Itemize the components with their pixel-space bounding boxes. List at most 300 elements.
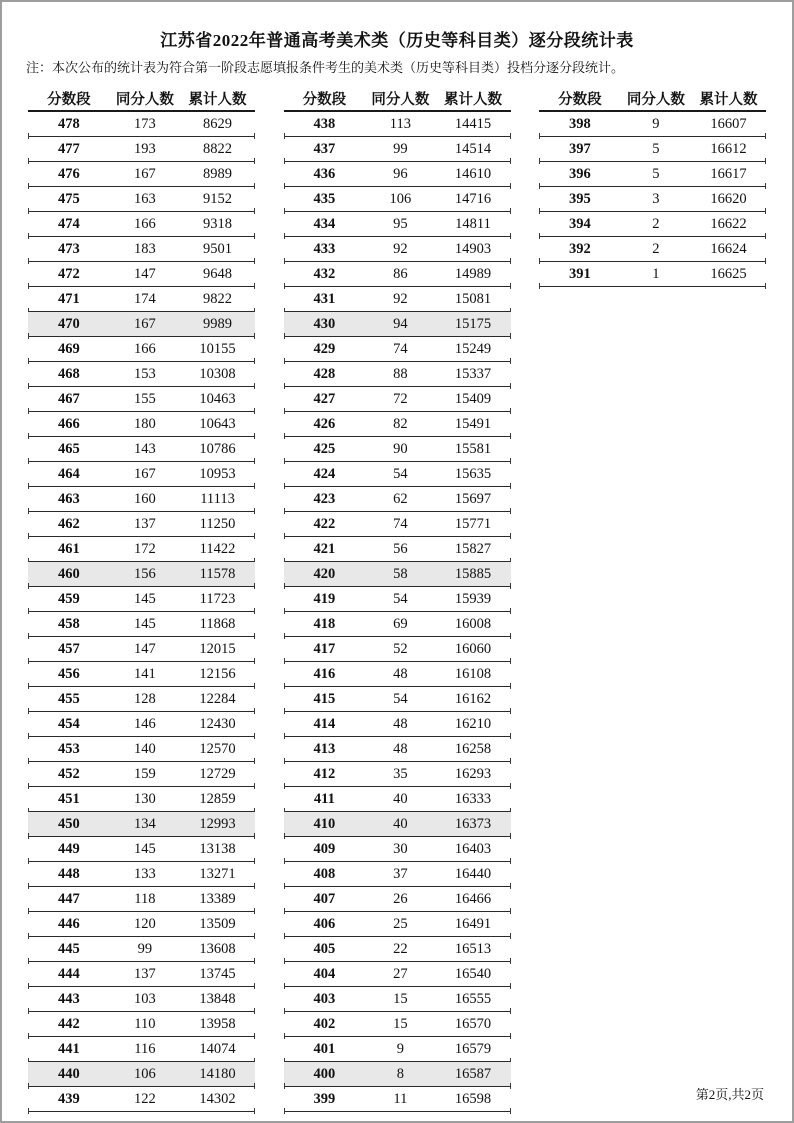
table-row bbox=[284, 437, 511, 462]
table-row bbox=[28, 1062, 255, 1087]
score-cell: 452 bbox=[57, 765, 80, 782]
score-cell: 413 bbox=[313, 740, 336, 757]
score-cell: 415 bbox=[313, 690, 336, 707]
table-row bbox=[284, 987, 511, 1012]
table-row bbox=[284, 487, 511, 512]
cumulative-cell: 11113 bbox=[200, 490, 235, 507]
score-table-2 bbox=[284, 86, 511, 1112]
count-cell: 120 bbox=[134, 915, 156, 932]
cumulative-cell: 16587 bbox=[454, 1065, 492, 1082]
count-cell: 163 bbox=[134, 190, 156, 207]
count-cell: 118 bbox=[134, 890, 156, 907]
cumulative-cell: 15635 bbox=[454, 465, 492, 482]
note-text: 注：本次公布的统计表为符合第一阶段志愿填报条件考生的美术类（历史等科目类）投档分逐分段统计。 bbox=[26, 60, 625, 75]
table-row bbox=[28, 487, 255, 512]
score-table-3 bbox=[539, 86, 766, 1112]
score-cell: 405 bbox=[313, 940, 336, 957]
table-row bbox=[28, 862, 255, 887]
count-cell: 166 bbox=[134, 340, 156, 357]
count-cell: 116 bbox=[134, 1040, 156, 1057]
cumulative-cell: 14514 bbox=[454, 140, 492, 157]
score-cell: 409 bbox=[313, 840, 336, 857]
score-cell: 466 bbox=[57, 415, 80, 432]
count-cell: 2 bbox=[652, 240, 660, 257]
cumulative-cell: 14074 bbox=[199, 1040, 236, 1057]
score-cell: 412 bbox=[313, 765, 336, 782]
count-cell: 90 bbox=[393, 440, 408, 457]
cumulative-cell: 16258 bbox=[454, 740, 492, 757]
cumulative-cell: 15337 bbox=[454, 365, 492, 382]
count-cell: 15 bbox=[393, 990, 408, 1007]
table-row bbox=[28, 762, 255, 787]
table-row bbox=[28, 237, 255, 262]
count-cell: 37 bbox=[393, 865, 408, 882]
table-row bbox=[284, 1087, 511, 1112]
table-row bbox=[28, 412, 255, 437]
count-cell: 137 bbox=[134, 965, 156, 982]
count-cell: 113 bbox=[389, 115, 411, 132]
table-row bbox=[284, 287, 511, 312]
cumulative-cell: 14903 bbox=[454, 240, 492, 257]
score-cell: 404 bbox=[313, 965, 336, 982]
cumulative-cell: 14989 bbox=[454, 265, 492, 282]
count-cell: 40 bbox=[393, 815, 408, 832]
score-cell: 408 bbox=[313, 865, 336, 882]
count-cell: 74 bbox=[393, 515, 408, 532]
cumulative-cell: 13271 bbox=[199, 865, 236, 882]
count-cell: 134 bbox=[134, 815, 156, 832]
cumulative-cell: 12015 bbox=[199, 640, 236, 657]
table-row bbox=[284, 612, 511, 637]
score-cell: 434 bbox=[313, 215, 336, 232]
table-row bbox=[284, 212, 511, 237]
table-row bbox=[28, 562, 255, 587]
cumulative-cell: 10953 bbox=[199, 465, 236, 482]
cumulative-cell: 16210 bbox=[454, 715, 492, 732]
cumulative-cell: 16373 bbox=[454, 815, 492, 832]
col-header-same-score-count: 同分人数 bbox=[626, 91, 685, 108]
cumulative-cell: 14180 bbox=[199, 1065, 236, 1082]
table-row bbox=[284, 862, 511, 887]
score-cell: 448 bbox=[57, 865, 80, 882]
score-cell: 458 bbox=[57, 615, 80, 632]
count-cell: 140 bbox=[134, 740, 156, 757]
count-cell: 48 bbox=[393, 665, 408, 682]
count-cell: 110 bbox=[134, 1015, 156, 1032]
cumulative-cell: 16617 bbox=[710, 165, 747, 182]
cumulative-cell: 16607 bbox=[710, 115, 747, 132]
count-cell: 155 bbox=[134, 390, 156, 407]
table-row bbox=[28, 112, 255, 137]
score-cell: 471 bbox=[57, 290, 80, 307]
score-cell: 478 bbox=[57, 115, 80, 132]
score-cell: 459 bbox=[57, 590, 80, 607]
table-row bbox=[28, 937, 255, 962]
cumulative-cell: 14415 bbox=[454, 115, 492, 132]
count-cell: 25 bbox=[393, 915, 408, 932]
score-cell: 407 bbox=[313, 890, 336, 907]
table-row bbox=[28, 587, 255, 612]
count-cell: 128 bbox=[134, 690, 156, 707]
table-row bbox=[284, 187, 511, 212]
count-cell: 122 bbox=[134, 1090, 156, 1107]
count-cell: 2 bbox=[652, 215, 660, 232]
table-row bbox=[28, 912, 255, 937]
count-cell: 27 bbox=[393, 965, 408, 982]
col-header-score-segment: 分数段 bbox=[558, 91, 602, 108]
cumulative-cell: 11250 bbox=[199, 515, 236, 532]
count-cell: 106 bbox=[389, 190, 412, 207]
table-row bbox=[284, 762, 511, 787]
score-cell: 401 bbox=[313, 1040, 336, 1057]
cumulative-cell: 15697 bbox=[454, 490, 492, 507]
cumulative-cell: 14811 bbox=[455, 215, 491, 232]
table-row bbox=[539, 162, 766, 187]
table-row bbox=[28, 787, 255, 812]
cumulative-cell: 8989 bbox=[203, 165, 233, 182]
score-cell: 436 bbox=[313, 165, 336, 182]
score-cell: 418 bbox=[313, 615, 336, 632]
table-row bbox=[28, 737, 255, 762]
score-cell: 424 bbox=[313, 465, 336, 482]
table-header bbox=[539, 86, 766, 112]
cumulative-cell: 15827 bbox=[454, 540, 492, 557]
table-row bbox=[28, 262, 255, 287]
score-cell: 453 bbox=[57, 740, 80, 757]
cumulative-cell: 8822 bbox=[203, 140, 233, 157]
count-cell: 160 bbox=[134, 490, 156, 507]
score-cell: 423 bbox=[313, 490, 336, 507]
table-row bbox=[284, 662, 511, 687]
cumulative-cell: 9501 bbox=[203, 240, 233, 257]
cumulative-cell: 15409 bbox=[454, 390, 492, 407]
table-row bbox=[28, 462, 255, 487]
cumulative-cell: 9152 bbox=[203, 190, 233, 207]
count-cell: 8 bbox=[396, 1065, 405, 1082]
count-cell: 99 bbox=[393, 140, 408, 157]
score-cell: 437 bbox=[313, 140, 336, 157]
score-cell: 429 bbox=[313, 340, 336, 357]
table-row bbox=[284, 1037, 511, 1062]
count-cell: 62 bbox=[393, 490, 408, 507]
table-row bbox=[28, 837, 255, 862]
table-row bbox=[284, 337, 511, 362]
cumulative-cell: 16440 bbox=[454, 865, 492, 882]
table-row bbox=[28, 662, 255, 687]
cumulative-cell: 16625 bbox=[710, 265, 747, 282]
cumulative-cell: 8629 bbox=[203, 115, 233, 132]
cumulative-cell: 9648 bbox=[203, 265, 233, 282]
table-header bbox=[284, 86, 511, 112]
count-cell: 9 bbox=[396, 1040, 405, 1057]
table-row bbox=[28, 337, 255, 362]
cumulative-cell: 16491 bbox=[454, 915, 492, 932]
count-cell: 86 bbox=[393, 265, 408, 282]
score-cell: 414 bbox=[313, 715, 336, 732]
count-cell: 94 bbox=[393, 315, 408, 332]
table-row bbox=[284, 912, 511, 937]
cumulative-cell: 9822 bbox=[203, 290, 233, 307]
score-cell: 473 bbox=[57, 240, 80, 257]
score-cell: 455 bbox=[57, 690, 80, 707]
score-cell: 428 bbox=[313, 365, 336, 382]
score-cell: 457 bbox=[57, 640, 80, 657]
cumulative-cell: 14610 bbox=[454, 165, 492, 182]
cumulative-cell: 10786 bbox=[199, 440, 236, 457]
cumulative-cell: 16624 bbox=[710, 240, 747, 257]
cumulative-cell: 16108 bbox=[454, 665, 492, 682]
table-row bbox=[284, 262, 511, 287]
score-cell: 396 bbox=[568, 165, 591, 182]
table-row bbox=[284, 512, 511, 537]
score-cell: 406 bbox=[313, 915, 336, 932]
score-cell: 399 bbox=[313, 1090, 336, 1107]
score-cell: 397 bbox=[568, 140, 591, 157]
score-cell: 403 bbox=[313, 990, 336, 1007]
score-cell: 454 bbox=[57, 715, 80, 732]
count-cell: 30 bbox=[393, 840, 408, 857]
score-cell: 391 bbox=[568, 265, 591, 282]
count-cell: 156 bbox=[134, 565, 156, 582]
table-row bbox=[539, 137, 766, 162]
table-row bbox=[28, 387, 255, 412]
count-cell: 183 bbox=[134, 240, 156, 257]
count-cell: 35 bbox=[393, 765, 408, 782]
count-cell: 15 bbox=[393, 1015, 408, 1032]
cumulative-cell: 11422 bbox=[199, 540, 236, 557]
count-cell: 103 bbox=[134, 990, 156, 1007]
col-header-same-score-count: 同分人数 bbox=[115, 91, 174, 108]
count-cell: 56 bbox=[393, 540, 408, 557]
table-row bbox=[284, 812, 511, 837]
cumulative-cell: 16555 bbox=[454, 990, 492, 1007]
table-row bbox=[284, 412, 511, 437]
score-cell: 450 bbox=[57, 815, 80, 832]
table-row bbox=[28, 812, 255, 837]
count-cell: 5 bbox=[652, 165, 660, 182]
table-row bbox=[28, 437, 255, 462]
score-cell: 474 bbox=[57, 215, 80, 232]
cumulative-cell: 12430 bbox=[199, 715, 236, 732]
table-row bbox=[284, 237, 511, 262]
table-row bbox=[284, 312, 511, 337]
count-cell: 52 bbox=[393, 640, 408, 657]
score-cell: 460 bbox=[57, 565, 80, 582]
table-row bbox=[284, 587, 511, 612]
cumulative-cell: 15939 bbox=[454, 590, 492, 607]
col-header-cumulative-count: 累计人数 bbox=[444, 91, 503, 108]
score-cell: 451 bbox=[57, 790, 80, 807]
table-row bbox=[28, 137, 255, 162]
count-cell: 133 bbox=[134, 865, 156, 882]
table-row bbox=[284, 687, 511, 712]
score-cell: 447 bbox=[57, 890, 80, 907]
count-cell: 167 bbox=[134, 165, 156, 182]
count-cell: 166 bbox=[134, 215, 156, 232]
count-cell: 82 bbox=[393, 415, 408, 432]
score-cell: 441 bbox=[57, 1040, 80, 1057]
table-row bbox=[284, 462, 511, 487]
score-cell: 444 bbox=[57, 965, 80, 982]
count-cell: 174 bbox=[134, 290, 156, 307]
table-row bbox=[284, 137, 511, 162]
count-cell: 106 bbox=[134, 1065, 156, 1082]
cumulative-cell: 15249 bbox=[454, 340, 492, 357]
cumulative-cell: 12156 bbox=[199, 665, 236, 682]
score-cell: 417 bbox=[313, 640, 336, 657]
score-cell: 465 bbox=[57, 440, 80, 457]
cumulative-cell: 13848 bbox=[199, 990, 236, 1007]
count-cell: 74 bbox=[393, 340, 408, 357]
table-row bbox=[28, 637, 255, 662]
cumulative-cell: 13958 bbox=[199, 1015, 236, 1032]
cumulative-cell: 13138 bbox=[199, 840, 236, 857]
cumulative-cell: 16466 bbox=[454, 890, 492, 907]
cumulative-cell: 10155 bbox=[199, 340, 236, 357]
count-cell: 130 bbox=[134, 790, 156, 807]
table-row bbox=[284, 537, 511, 562]
table-row bbox=[284, 362, 511, 387]
cumulative-cell: 16060 bbox=[454, 640, 492, 657]
table-row bbox=[284, 112, 511, 137]
score-cell: 446 bbox=[57, 915, 80, 932]
table-row bbox=[28, 212, 255, 237]
table-row bbox=[28, 1037, 255, 1062]
cumulative-cell: 16612 bbox=[710, 140, 747, 157]
count-cell: 9 bbox=[652, 115, 660, 132]
count-cell: 146 bbox=[134, 715, 156, 732]
cumulative-cell: 16620 bbox=[710, 190, 747, 207]
table-row bbox=[28, 287, 255, 312]
count-cell: 48 bbox=[393, 715, 408, 732]
cumulative-cell: 15081 bbox=[454, 290, 492, 307]
table-row bbox=[28, 612, 255, 637]
count-cell: 40 bbox=[393, 790, 408, 807]
col-header-cumulative-count: 累计人数 bbox=[699, 91, 758, 108]
table-row bbox=[28, 1012, 255, 1037]
count-cell: 147 bbox=[134, 265, 156, 282]
score-cell: 430 bbox=[313, 315, 336, 332]
score-cell: 420 bbox=[313, 565, 336, 582]
count-cell: 5 bbox=[652, 140, 660, 157]
count-cell: 72 bbox=[393, 390, 408, 407]
cumulative-cell: 11723 bbox=[199, 590, 236, 607]
cumulative-cell: 15175 bbox=[454, 315, 492, 332]
score-cell: 462 bbox=[57, 515, 80, 532]
table-row bbox=[284, 1062, 511, 1087]
score-cell: 467 bbox=[57, 390, 80, 407]
count-cell: 3 bbox=[652, 190, 660, 207]
cumulative-cell: 10643 bbox=[199, 415, 236, 432]
count-cell: 172 bbox=[134, 540, 156, 557]
cumulative-cell: 9989 bbox=[203, 315, 233, 332]
score-cell: 464 bbox=[57, 465, 80, 482]
cumulative-cell: 16570 bbox=[454, 1015, 492, 1032]
score-cell: 427 bbox=[313, 390, 336, 407]
count-cell: 180 bbox=[134, 415, 156, 432]
cumulative-cell: 16579 bbox=[454, 1040, 492, 1057]
score-cell: 431 bbox=[313, 290, 336, 307]
cumulative-cell: 15885 bbox=[454, 565, 492, 582]
table-row bbox=[28, 187, 255, 212]
col-header-cumulative-count: 累计人数 bbox=[188, 91, 247, 108]
score-cell: 442 bbox=[57, 1015, 80, 1032]
count-cell: 58 bbox=[393, 565, 408, 582]
count-cell: 11 bbox=[393, 1090, 408, 1107]
score-cell: 392 bbox=[568, 240, 591, 257]
cumulative-cell: 12570 bbox=[199, 740, 236, 757]
table-row bbox=[539, 237, 766, 262]
table-row bbox=[284, 387, 511, 412]
table-row bbox=[28, 687, 255, 712]
table-row bbox=[539, 187, 766, 212]
score-cell: 475 bbox=[57, 190, 80, 207]
table-row bbox=[284, 737, 511, 762]
table-row bbox=[284, 162, 511, 187]
count-cell: 54 bbox=[393, 465, 408, 482]
table-row bbox=[539, 112, 766, 137]
count-cell: 145 bbox=[134, 840, 156, 857]
score-cell: 445 bbox=[57, 940, 80, 957]
cumulative-cell: 16540 bbox=[454, 965, 492, 982]
score-cell: 461 bbox=[57, 540, 80, 557]
score-cell: 400 bbox=[313, 1065, 336, 1082]
count-cell: 22 bbox=[393, 940, 408, 957]
count-cell: 167 bbox=[134, 315, 156, 332]
score-cell: 435 bbox=[313, 190, 336, 207]
page-title: 江苏省2022年普通高考美术类（历史等科目类）逐分段统计表 bbox=[160, 31, 634, 50]
cumulative-cell: 12993 bbox=[199, 815, 236, 832]
score-cell: 432 bbox=[313, 265, 336, 282]
table-row bbox=[28, 512, 255, 537]
table-row bbox=[539, 212, 766, 237]
score-cell: 395 bbox=[568, 190, 591, 207]
table-row bbox=[284, 712, 511, 737]
count-cell: 145 bbox=[134, 615, 156, 632]
table-row bbox=[284, 1012, 511, 1037]
score-cell: 398 bbox=[568, 115, 591, 132]
score-cell: 443 bbox=[57, 990, 80, 1007]
score-table-1 bbox=[28, 86, 255, 1112]
count-cell: 26 bbox=[393, 890, 408, 907]
table-row bbox=[28, 312, 255, 337]
table-row bbox=[284, 887, 511, 912]
cumulative-cell: 15491 bbox=[454, 415, 492, 432]
cumulative-cell: 14302 bbox=[199, 1090, 236, 1107]
count-cell: 143 bbox=[134, 440, 156, 457]
score-cell: 416 bbox=[313, 665, 336, 682]
score-cell: 422 bbox=[313, 515, 336, 532]
count-cell: 48 bbox=[393, 740, 408, 757]
cumulative-cell: 12729 bbox=[199, 765, 236, 782]
score-cell: 477 bbox=[57, 140, 80, 157]
count-cell: 147 bbox=[134, 640, 156, 657]
cumulative-cell: 9318 bbox=[203, 215, 233, 232]
cumulative-cell: 14716 bbox=[454, 190, 492, 207]
cumulative-cell: 16162 bbox=[454, 690, 492, 707]
cumulative-cell: 15581 bbox=[454, 440, 492, 457]
table-row bbox=[284, 962, 511, 987]
table-row bbox=[284, 637, 511, 662]
count-cell: 193 bbox=[134, 140, 156, 157]
score-cell: 463 bbox=[57, 490, 80, 507]
score-cell: 440 bbox=[57, 1065, 80, 1082]
col-header-same-score-count: 同分人数 bbox=[371, 91, 430, 108]
score-cell: 449 bbox=[57, 840, 80, 857]
count-cell: 137 bbox=[134, 515, 156, 532]
table-row bbox=[284, 787, 511, 812]
table-row bbox=[284, 837, 511, 862]
